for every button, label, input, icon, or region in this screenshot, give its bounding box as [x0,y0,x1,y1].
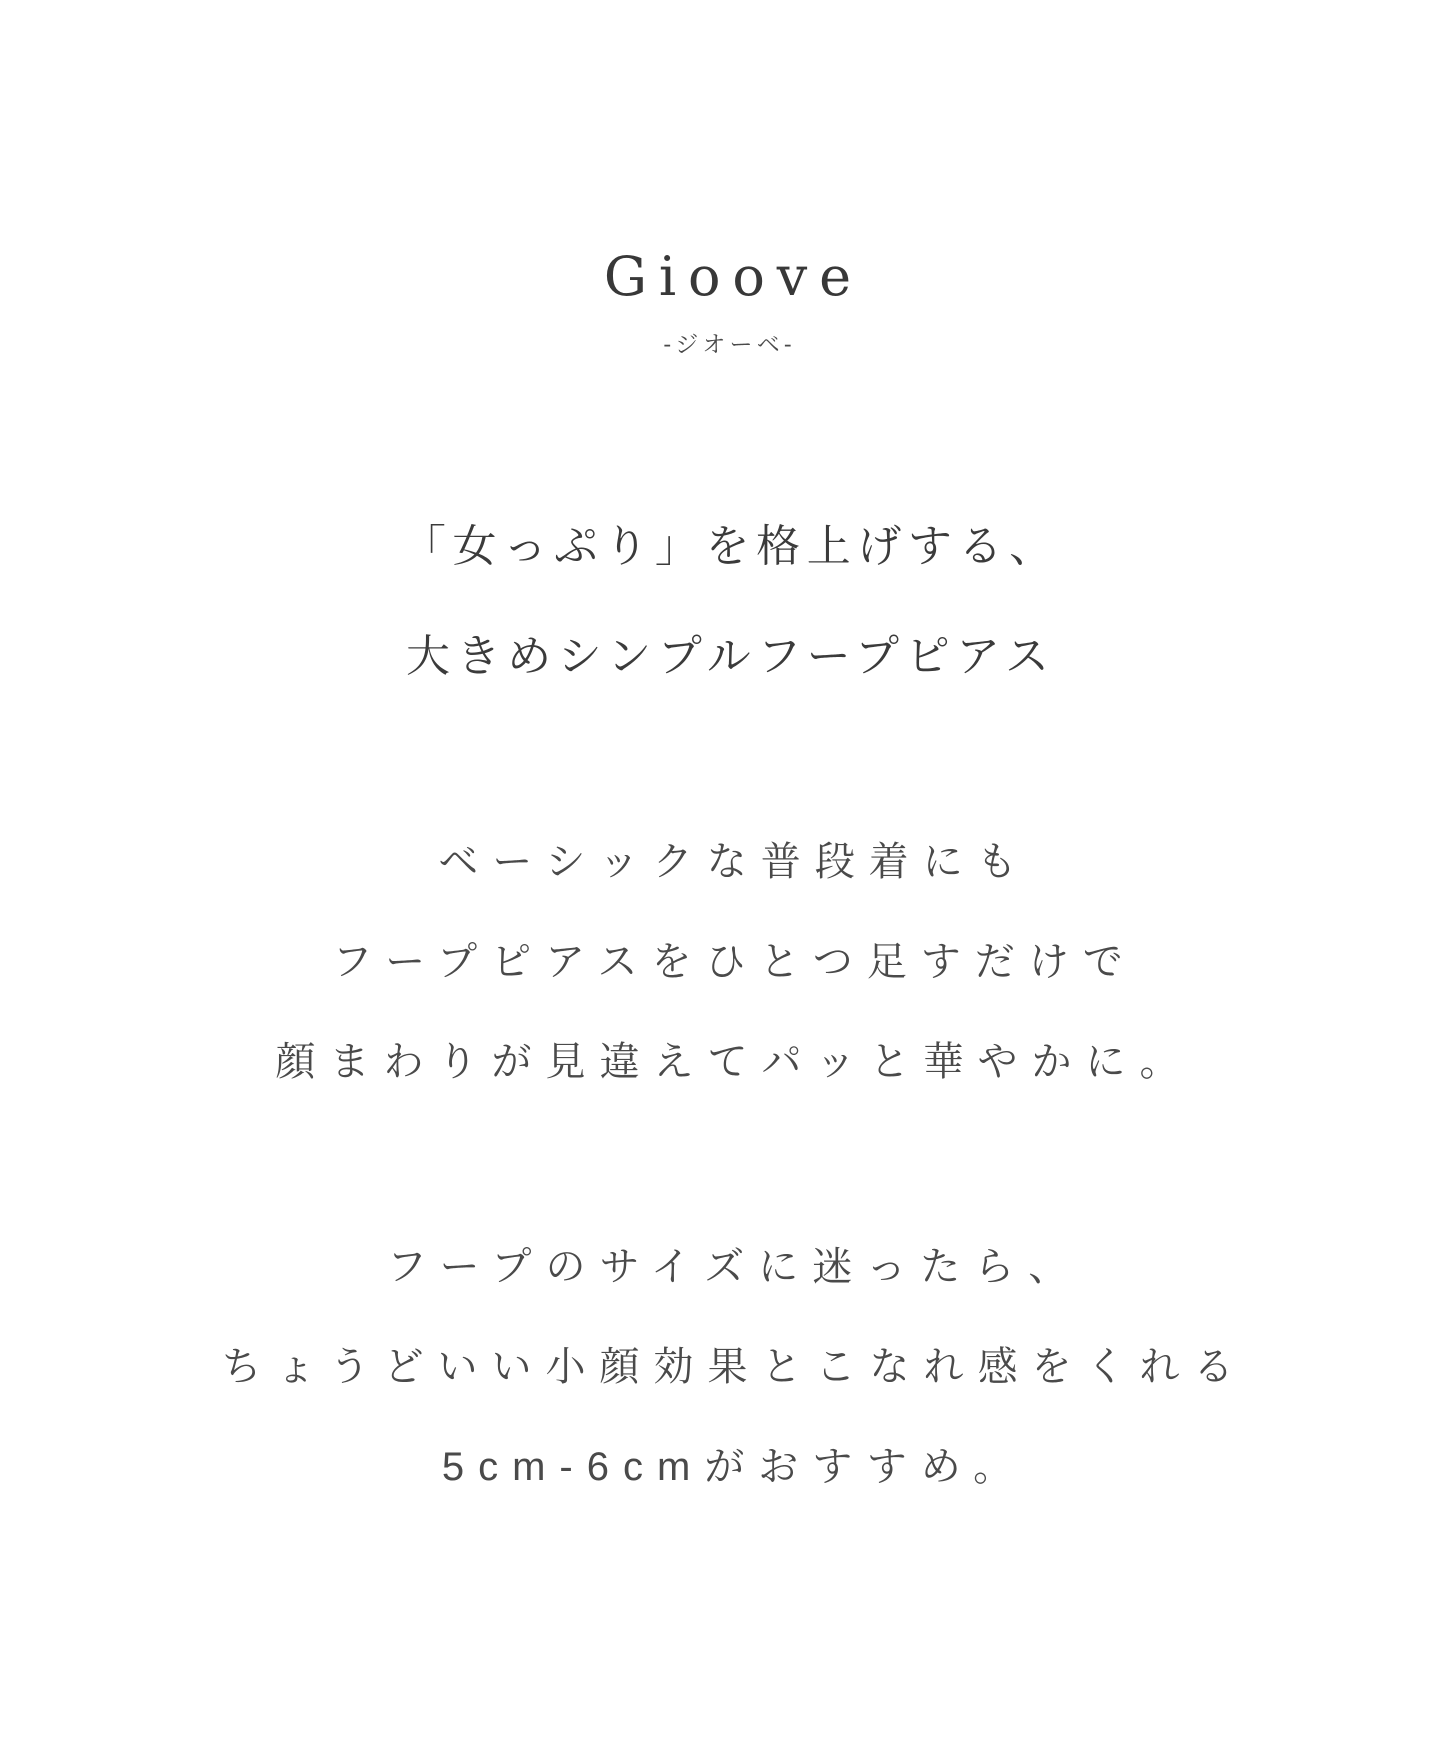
headline [0,492,1455,712]
paragraph-2-line-2: ちょうどいい小顔効果とこなれ感をくれる [221,1345,1248,1389]
paragraph-1-line-2: フープピアスをひとつ足すだけで [332,940,1137,984]
brand-reading: -ジオーベ- [663,332,796,358]
headline-line-2: 大きめシンプルフープピアス [405,631,1056,682]
paragraph-1-line-3: 顔まわりが見違えてパッと華やかに。 [275,1040,1194,1084]
brand-name: Gioove [603,245,864,308]
description-paragraph-2 [0,1217,1455,1517]
paragraph-1-line-1: ベーシックな普段着にも [438,840,1031,884]
brand-header [0,245,1455,358]
headline-line-1: 「女っぷり」を格上げする、 [401,521,1060,572]
description-paragraph-1 [0,812,1455,1112]
paragraph-2-line-1: フープのサイズに迷ったら、 [386,1245,1083,1289]
paragraph-2-line-3: 5cm-6cmがおすすめ。 [441,1445,1028,1489]
